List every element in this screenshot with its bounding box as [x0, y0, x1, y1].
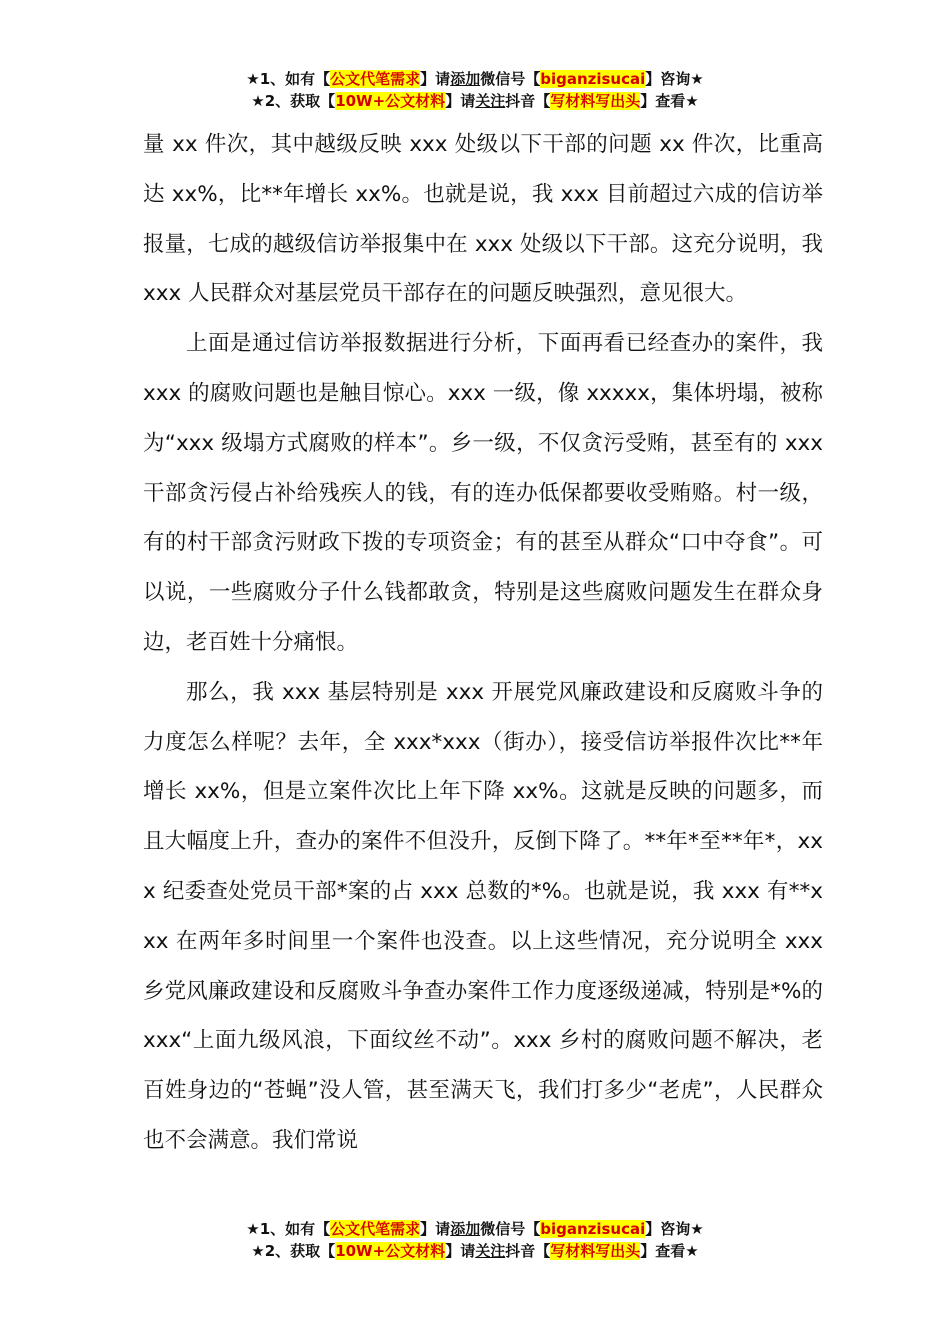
footer-banner-line-2 [0, 1240, 950, 1262]
banner-line-1 [0, 68, 950, 90]
banner-1-mid1: 】请 [420, 70, 451, 88]
footer-1-mid1: 】请 [420, 1220, 451, 1238]
document-body [143, 120, 823, 1166]
footer-2-mid2: 抖音【 [505, 1242, 551, 1260]
footer-1-highlight-service: 公文代笔需求 [330, 1220, 421, 1238]
footer-1-underline: 添加 [450, 1220, 481, 1238]
footer-1-mid2: 微信号【 [480, 1220, 541, 1238]
banner-2-underline: 关注 [475, 92, 506, 110]
banner-2-mid2: 抖音【 [505, 92, 551, 110]
banner-1-underline: 添加 [450, 70, 481, 88]
footer-1-highlight-wechat: biganzisucai [540, 1220, 646, 1238]
banner-2-highlight-materials: 10W+公文材料 [335, 92, 446, 110]
body-paragraph-3: 那么，我 xxx 基层特别是 xxx 开展党风廉政建设和反腐败斗争的力度怎么样呢？去年，全 xxx*xxx（街办），接受信访举报件次比**年增长 xx%，但是立案件次比上年下降 xx%。这就是反映的问题多，而且大幅度上升，查办的案件不但没升，反倒下降了。**年*至**年*，xxx 纪委查处党员干部*案的占 xxx 总数的*%。也就是说，我 xxx 有**xxx 在两年多时间里一个案件也没查。以上这些情况，充分说明全 xxx 乡党风廉政建设和反腐败斗争查办案件工作力度逐级递减，特别是*%的 xxx“上面九级风浪，下面纹丝不动”。xxx 乡村的腐败问题不解决，老百姓身边的“苍蝇”没人管，甚至满天飞，我们打多少“老虎”，人民群众也不会满意。我们常说 [143, 679, 823, 1153]
footer-2-underline: 关注 [475, 1242, 506, 1260]
footer-2-mid1: 】请 [445, 1242, 476, 1260]
banner-1-suffix: 】咨询★ [645, 70, 704, 88]
footer-1-prefix: ★1、如有【 [246, 1220, 331, 1238]
banner-1-highlight-wechat: biganzisucai [540, 70, 646, 88]
body-paragraph-2: 上面是通过信访举报数据进行分析，下面再看已经查办的案件，我 xxx 的腐败问题也是触目惊心。xxx 一级，像 xxxxx，集体坍塌，被称为“xxx 级塌方式腐败的样本”。乡一级，不仅贪污受贿，甚至有的 xxx 干部贪污侵占补给残疾人的钱，有的连办低保都要收受贿赂。村一级，有的村干部贪污财政下拨的专项资金；有的甚至从群众“口中夺食”。可以说，一些腐败分子什么钱都敢贪，特别是这些腐败问题发生在群众身边，老百姓十分痛恨。 [143, 331, 823, 655]
footer-1-suffix: 】咨询★ [645, 1220, 704, 1238]
footer-banner-line-1 [0, 1218, 950, 1240]
header-banner [0, 68, 950, 112]
footer-2-prefix: ★2、获取【 [251, 1242, 336, 1260]
body-paragraph-1: 量 xx 件次，其中越级反映 xxx 处级以下干部的问题 xx 件次，比重高达 xx%，比**年增长 xx%。也就是说，我 xxx 目前超过六成的信访举报量，七成的越级信访举报集中在 xxx 处级以下干部。这充分说明，我 xxx 人民群众对基层党员干部存在的问题反映强烈，意见很大。 [143, 132, 823, 307]
footer-2-highlight-materials: 10W+公文材料 [335, 1242, 446, 1260]
footer-banner [0, 1218, 950, 1262]
banner-2-suffix: 】查看★ [640, 92, 699, 110]
banner-line-2 [0, 90, 950, 112]
banner-2-mid1: 】请 [445, 92, 476, 110]
footer-2-highlight-douyin: 写材料写出头 [550, 1242, 641, 1260]
banner-1-mid2: 微信号【 [480, 70, 541, 88]
banner-2-highlight-douyin: 写材料写出头 [550, 92, 641, 110]
banner-1-prefix: ★1、如有【 [246, 70, 331, 88]
footer-2-suffix: 】查看★ [640, 1242, 699, 1260]
banner-2-prefix: ★2、获取【 [251, 92, 336, 110]
banner-1-highlight-service: 公文代笔需求 [330, 70, 421, 88]
